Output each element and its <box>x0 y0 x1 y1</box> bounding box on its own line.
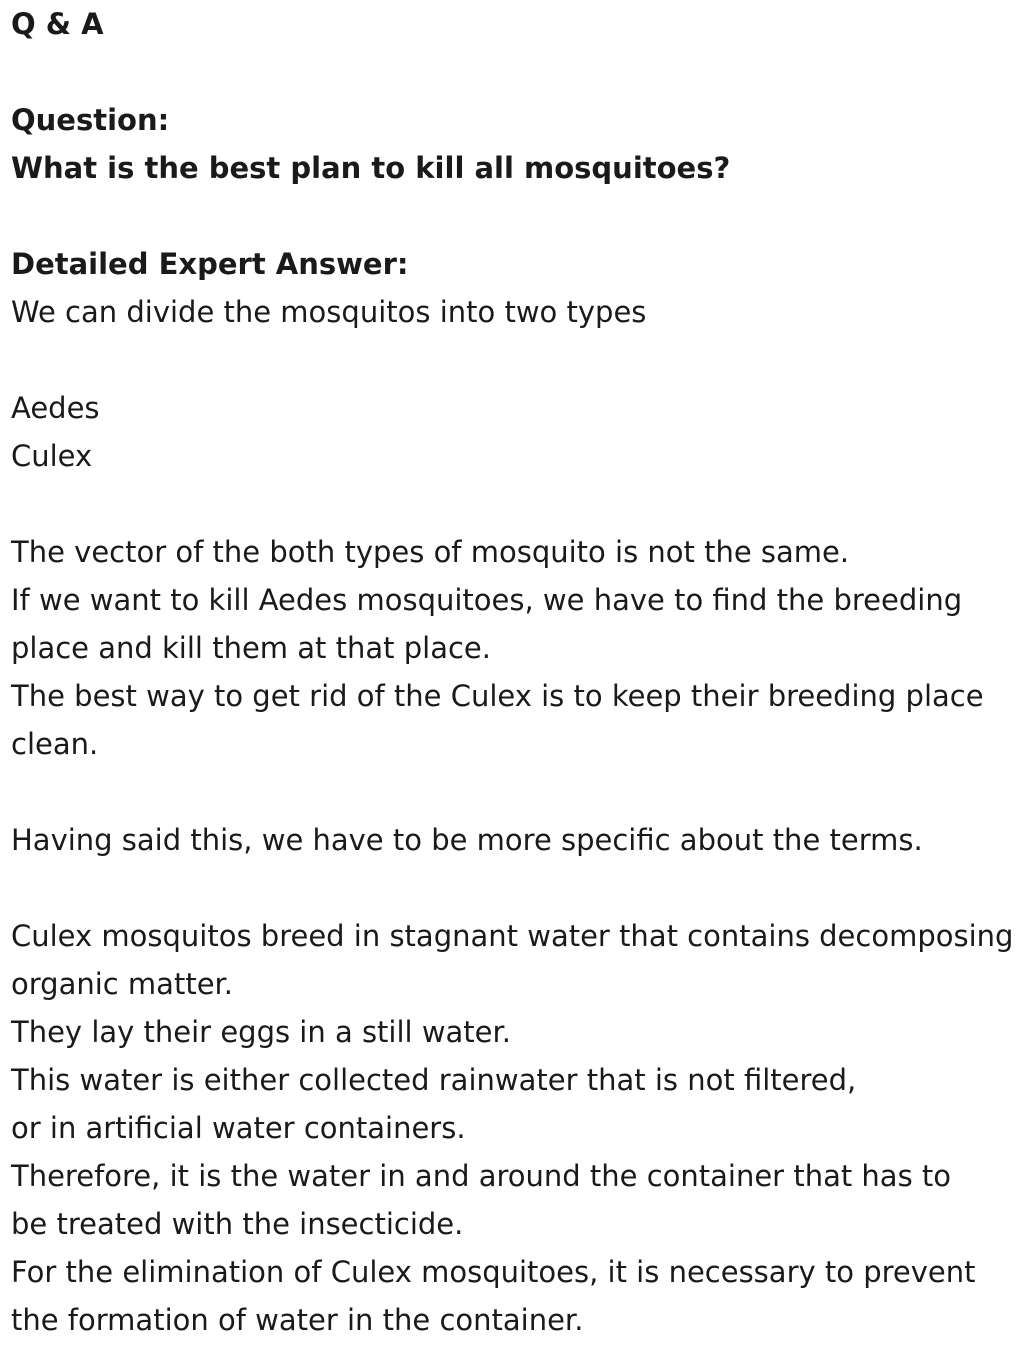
answer-line: This water is either collected rainwater that is not filtered, <box>11 1063 857 1097</box>
answer-line: or in artificial water containers. <box>11 1111 466 1145</box>
answer-line: the formation of water in the container. <box>11 1303 584 1337</box>
spacer <box>11 192 1019 240</box>
answer-line: If we want to kill Aedes mosquitoes, we have to find the breeding <box>11 583 963 617</box>
answer-line: The best way to get rid of the Culex is to keep their breeding place <box>11 679 984 713</box>
answer-intro: We can divide the mosquitos into two types <box>11 295 647 329</box>
qa-document <box>11 0 1019 1344</box>
answer-label: Detailed Expert Answer: <box>11 247 409 281</box>
answer-line: Culex mosquitos breed in stagnant water that contains decomposing <box>11 919 1014 953</box>
answer-line: Having said this, we have to be more specific about the terms. <box>11 823 923 857</box>
spacer <box>11 864 1019 912</box>
mosquito-type-culex: Culex <box>11 439 93 473</box>
spacer <box>11 768 1019 816</box>
mosquito-type-aedes: Aedes <box>11 391 100 425</box>
answer-line: For the elimination of Culex mosquitoes, it is necessary to prevent <box>11 1255 976 1289</box>
answer-line: place and kill them at that place. <box>11 631 491 665</box>
page-heading: Q & A <box>11 7 104 41</box>
spacer <box>11 48 1019 96</box>
answer-line: clean. <box>11 727 99 761</box>
answer-line: They lay their eggs in a still water. <box>11 1015 511 1049</box>
answer-line: be treated with the insecticide. <box>11 1207 464 1241</box>
answer-line: Therefore, it is the water in and around the container that has to <box>11 1159 952 1193</box>
question-label: Question: <box>11 103 170 137</box>
spacer <box>11 480 1019 528</box>
answer-line: The vector of the both types of mosquito is not the same. <box>11 535 850 569</box>
answer-line: organic matter. <box>11 967 234 1001</box>
question-text: What is the best plan to kill all mosquitoes? <box>11 151 731 185</box>
spacer <box>11 336 1019 384</box>
